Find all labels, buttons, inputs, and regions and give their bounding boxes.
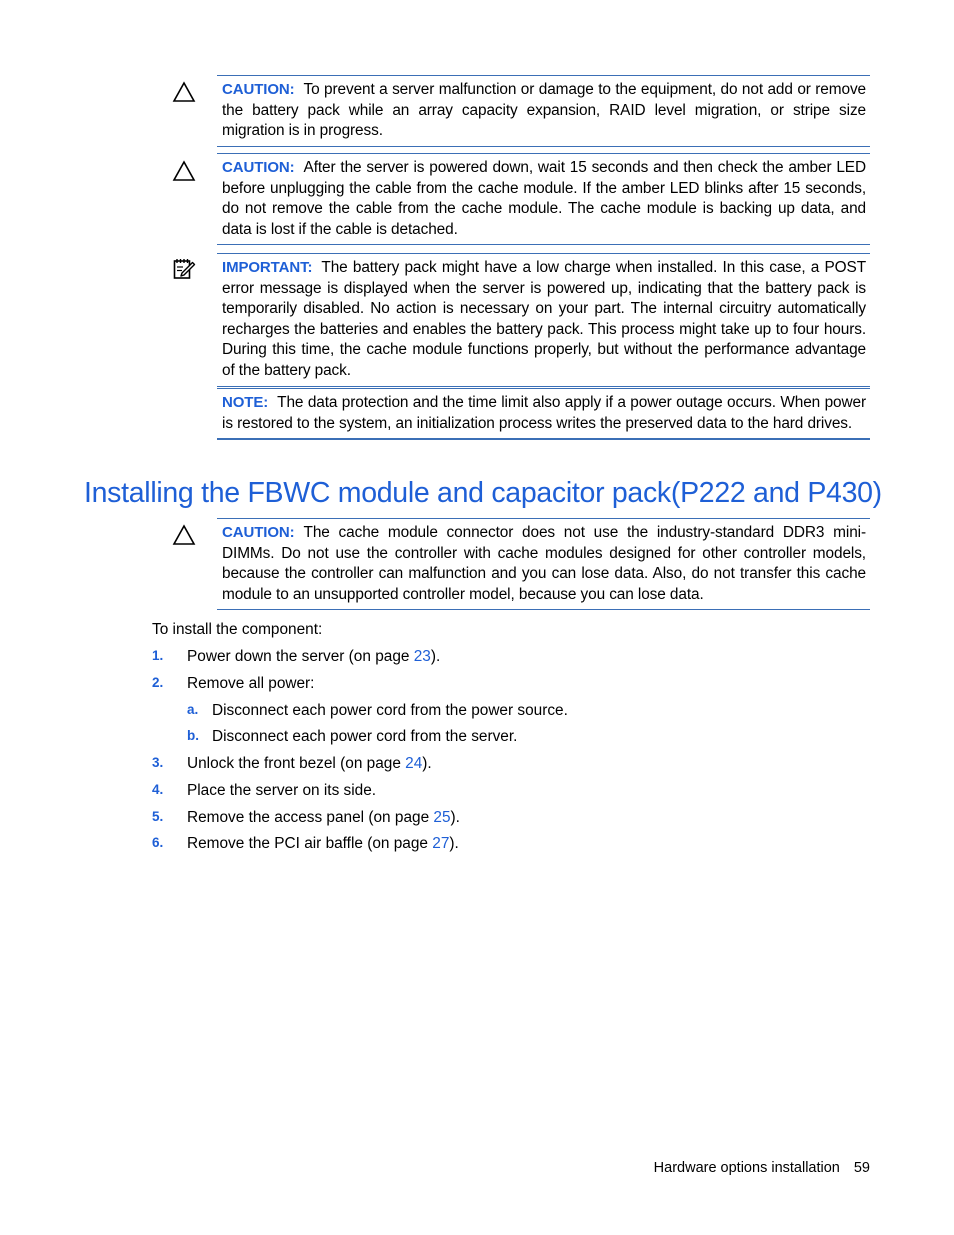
note-text: The data protection and the time limit also apply if a power outage occurs. When power is restored to the system, an initialization process writes the preserved data to the hard drives.: [222, 394, 866, 432]
caution-notice-2: [217, 153, 870, 245]
step-4: [187, 781, 376, 801]
caution-triangle-icon: [172, 159, 196, 183]
caution-triangle-icon: [172, 523, 196, 547]
step-text: Unlock the front bezel (on page: [187, 755, 406, 772]
important-text: The battery pack might have a low charge when installed. In this case, a POST error message is displayed when the server is powered up, indicating that the battery pack is temporarily disabled. No action is necessary on your part. The internal circuitry automatically recharges the batteries and enables the battery pack. This process might take up to four hours. During this time, the cache module functions properly, but without the performance advantage of the battery pack.: [222, 259, 866, 379]
substep-letter: b.: [187, 728, 199, 743]
step-number: 5.: [152, 809, 164, 824]
substep-a: [212, 701, 568, 721]
step-suffix: ).: [422, 755, 432, 772]
section-heading: Installing the FBWC module and capacitor pack(P222 and P430): [84, 477, 882, 509]
substep-letter: a.: [187, 702, 199, 717]
caution-text: After the server is powered down, wait 15 seconds and then check the amber LED before unplugging the cable from the cache module. If the amber LED blinks after 15 seconds, do not remove the cable from the cache module. The cache module is backing up data, and data is lost if the cable is detached.: [222, 159, 866, 238]
procedure-intro: To install the component:: [152, 621, 323, 638]
step-6: [187, 834, 459, 854]
page-link-25[interactable]: 25: [433, 809, 451, 826]
caution-label: CAUTION:: [222, 81, 295, 98]
step-suffix: ).: [449, 835, 459, 852]
substep-b: [212, 727, 517, 747]
page-number: 59: [853, 1160, 870, 1176]
step-5: [187, 808, 460, 828]
caution-text: To prevent a server malfunction or damage to the equipment, do not add or remove the battery pack while an array capacity expansion, RAID level migration, or stripe size migration is in progress.: [222, 81, 866, 140]
important-label: IMPORTANT:: [222, 259, 313, 276]
step-text: Power down the server (on page: [187, 648, 414, 665]
caution-label: CAUTION:: [222, 524, 295, 541]
step-1: [187, 647, 440, 667]
page-footer: [654, 1158, 870, 1178]
page-link-23[interactable]: 23: [413, 648, 431, 665]
step-3: [187, 754, 432, 774]
step-text: Remove the access panel (on page: [187, 809, 434, 826]
section-caution-notice: [217, 518, 870, 610]
caution-text: The cache module connector does not use the industry-standard DDR3 mini-DIMMs. Do not use the controller with cache modules designed for other controller models, because the controller can malfunction and you can lose data. Also, do not transfer this cache module to an unsupported controller model, because you can lose data.: [222, 524, 866, 603]
step-text: Disconnect each power cord from the server.: [212, 728, 518, 745]
step-2: [187, 674, 314, 694]
note-label: NOTE:: [222, 394, 269, 411]
important-notice: [217, 253, 870, 387]
step-number: 1.: [152, 648, 164, 663]
step-number: 3.: [152, 755, 164, 770]
caution-notice-1: [217, 75, 870, 147]
step-text: Remove all power:: [187, 675, 315, 692]
footer-section: Hardware options installation: [653, 1160, 840, 1176]
note-notice: [217, 388, 870, 440]
important-notepad-icon: [172, 257, 196, 281]
caution-label: CAUTION:: [222, 159, 295, 176]
step-text: Place the server on its side.: [187, 782, 377, 799]
step-number: 2.: [152, 675, 164, 690]
step-number: 4.: [152, 782, 164, 797]
step-number: 6.: [152, 835, 164, 850]
caution-triangle-icon: [172, 80, 196, 104]
step-text: Disconnect each power cord from the power source.: [212, 702, 568, 719]
page-link-24[interactable]: 24: [405, 755, 423, 772]
step-suffix: ).: [450, 809, 460, 826]
step-text: Remove the PCI air baffle (on page: [187, 835, 433, 852]
page-link-27[interactable]: 27: [432, 835, 450, 852]
step-suffix: ).: [430, 648, 441, 665]
